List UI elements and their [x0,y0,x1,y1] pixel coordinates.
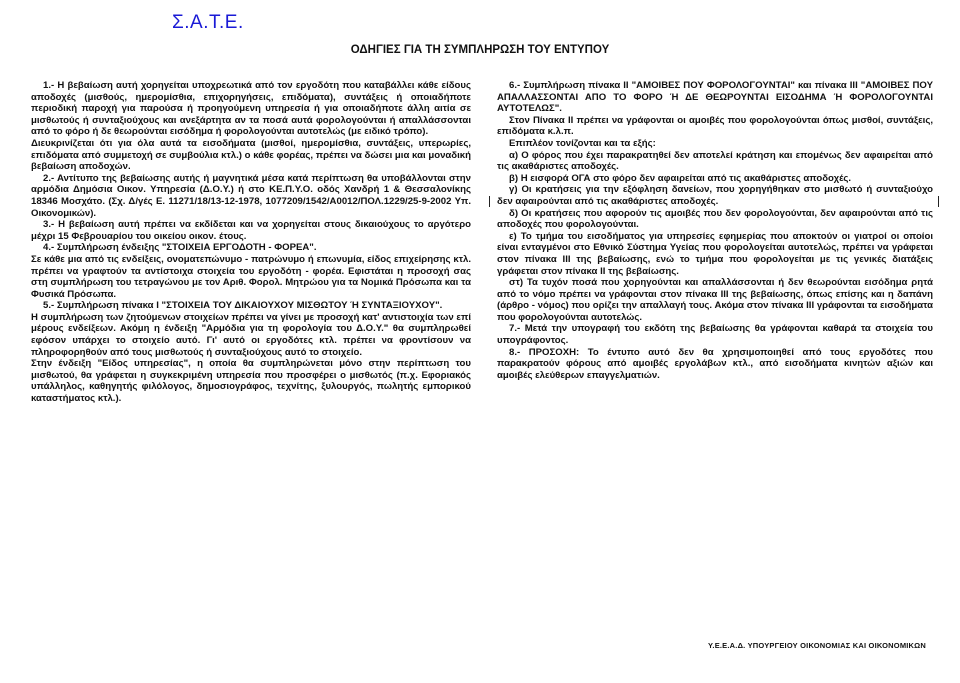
instruction-4-heading: 4.- Συμπλήρωση ένδειξης "ΣΤΟΙΧΕΙΑ ΕΡΓΟΔΟΤΗ - ΦΟΡΕΑ". [43,242,317,254]
instruction-6-note-c: γ) Οι κρατήσεις για την εξόφληση δανείων, που χορηγήθηκαν στο μισθωτό ή συνταξιούχο δεν αφαιρούνται από τις ακαθάριστες αποδοχές. [497,184,933,207]
instruction-6-note-b: β) Η εισφορά ΟΓΑ στο φόρο δεν αφαιρείται από τις ακαθάριστες αποδοχές. [509,172,852,184]
margin-mark [489,196,490,207]
instruction-5-heading: 5.- Συμπλήρωση πίνακα Ι "ΣΤΟΙΧΕΙΑ ΤΟΥ ΔΙΚΑΙΟΥΧΟΥ ΜΙΣΘΩΤΟΥ Ή ΣΥΝΤΑΞΙΟΥΧΟΥ". [43,300,443,312]
ministry-footer: Υ.Ε.Ε.Α.Δ. ΥΠΟΥΡΓΕΙΟΥ ΟΙΚΟΝΟΜΙΑΣ ΚΑΙ ΟΙΚΟΝΟΜΙΚΩΝ [708,641,926,650]
organization-title: Σ.Α.Τ.Ε. [172,12,244,33]
instruction-5-body: Η συμπλήρωση των ζητούμενων στοιχείων πρέπει να γίνει με προσοχή κατ' αντιστοιχία των επί μέρους ενδείξεων. Ακόμη η ένδειξη "Αρμόδια για τη φορολογία του Δ.Ο.Υ." θα συμπληρωθεί εφόσον υπάρχει το στοιχείο αυτό. Γι' αυτό οι εργοδότες κτλ. πρέπει να φροντίσουν να πληροφορηθούν από τους μισθωτούς ή συνταξιούχους αυτό το στοιχείο. [31,311,471,358]
left-instructions-column [31,80,471,405]
right-instructions-column [497,80,933,381]
instruction-4-body: Σε κάθε μια από τις ενδείξεις, ονοματεπώνυμο - πατρώνυμο ή επωνυμία, είδος επιχείρησης κτλ. πρέπει να γραφτούν τα αντίστοιχα στοιχεία του εργοδότη - φορέα. Εφιστάται η προσοχή σας στη συμπλήρωση του τετραγώνου με τον Αριθ. Φορολ. Μητρώου για τα Νομικά Πρόσωπα και τα Φυσικά Πρόσωπα. [31,253,471,300]
document-heading: ΟΔΗΓΙΕΣ ΓΙΑ ΤΗ ΣΥΜΠΛΗΡΩΣΗ ΤΟΥ ΕΝΤΥΠΟΥ [350,44,610,56]
margin-mark [938,196,939,207]
instruction-6-note-d: δ) Οι κρατήσεις που αφορούν τις αμοιβές που δεν φορολογούνται, δεν αφαιρούνται από τις αποδοχές που φορολογούνται. [497,207,933,231]
instruction-6-note-f: στ) Τα τυχόν ποσά που χορηγούνται και απαλλάσσονται ή δεν θεωρούνται εισόδημα ρητά από το νόμο πρέπει να γράφονται στον πίνακα ΙΙΙ της βεβαίωσης, όπως επίσης και η δαπάνη (άρθρο - νόμος) που ορίζει την απαλλαγή τους. Ακόμα στον πίνακα ΙΙΙ γράφονται τα εισοδήματα που φορολογούνται αυτοτελώς. [497,277,933,323]
instruction-3: 3.- Η βεβαίωση αυτή πρέπει να εκδίδεται και να χορηγείται στους δικαιούχους το αργότερο μέχρι 15 Φεβρουαρίου του οικείου οικον. έτους. [31,219,471,242]
instruction-5-service-type: Στην ένδειξη "Είδος υπηρεσίας", η οποία θα συμπληρώνεται μόνο στην περίπτωση του μισθωτού, θα γράφεται η συγκεκριμένη υπηρεσία που προσφέρει ο μισθωτός (π.χ. Εφοριακός υπάλληλος, καθηγητής φιλόλογος, δημοσιογράφος, τεχνίτης, ξυλουργός, πωλητής εμπορικού καταστήματος κτλ.). [31,358,471,405]
instruction-7: 7.- Μετά την υπογραφή του εκδότη της βεβαίωσης θα γράφονται καθαρά τα στοιχεία του υπογράφοντος. [497,323,933,347]
instruction-6-notes-intro: Επιπλέον τονίζονται και τα εξής: [509,137,656,149]
instruction-6-heading: 6.- Συμπλήρωση πίνακα ΙΙ "ΑΜΟΙΒΕΣ ΠΟΥ ΦΟΡΟΛΟΓΟΥΝΤΑΙ" και πίνακα ΙΙΙ "ΑΜΟΙΒΕΣ ΠΟΥ ΑΠΑΛΛΑΣΣΟΝΤΑΙ ΑΠΟ ΤΟ ΦΟΡΟ Ή ΔΕ ΘΕΩΡΟΥΝΤΑΙ ΕΙΣΟΔΗΜΑ Ή ΦΟΡΟΛΟΓΟΥΝΤΑΙ ΑΥΤΟΤΕΛΩΣ". [497,80,933,115]
instruction-8-warning: 8.- ΠΡΟΣΟΧΗ: Το έντυπο αυτό δεν θα χρησιμοποιηθεί από τους εργοδότες που παρακρατούν φόρους από αμοιβές εργολάβων κτλ., από εισοδήματα κινητών αξιών και αμοιβές ελεύθερων επαγγελματιών. [497,346,933,381]
instruction-6-note-a: α) Ο φόρος που έχει παρακρατηθεί δεν αποτελεί κράτηση και επομένως δεν αφαιρείται από τις ακαθάριστες αποδοχές. [497,149,933,173]
instruction-1: 1.- Η βεβαίωση αυτή χορηγείται υποχρεωτικά από τον εργοδότη που καταβάλλει κάθε είδους αποδοχές (μισθούς, ημερομίσθια, επιχορηγήσεις, επιδόματα), συντάξεις ή οποιαδήποτε περιοδική παροχή για παρούσα ή προηγούμενη υπηρεσία ή για οποιαδήποτε άλλη αιτία σε μισθωτούς ή συνταξιούχους και ανεξάρτητα αν τα ποσά αυτά φορολογούνται ή απαλλάσσονται από το φόρο ή δε θεωρούνται εισόδημα ή φορολογούνται αυτοτελώς (με ειδικό τρόπο). [31,80,471,138]
instruction-2: 2.- Αντίτυπο της βεβαίωσης αυτής ή μαγνητικά μέσα κατά περίπτωση θα υποβάλλονται στην αρμόδια Δημόσια Οικον. Υπηρεσία (Δ.Ο.Υ.) ή στο ΚΕ.Π.Υ.Ο. οδός Χανδρή 1 & Θεσσαλονίκης 18346 Μοσχάτο. (Σχ. Δ/γές Ε. 11271/18/13-12-1978, 1077209/1542/Α0012/ΠΟΛ.1229/25-9-2002 Υπ. Οικονομικών). [31,172,471,219]
instruction-6-note-e: ε) Το τμήμα του εισοδήματος για υπηρεσίες εφημερίας που αποκτούν οι γιατροί οι οποίοι είναι ενταγμένοι στο Εθνικό Σύστημα Υγείας που φορολογείται αυτοτελώς, πρέπει να γράφεται στον πίνακα ΙΙΙ της βεβαίωσης, ενώ το τμήμα που φορολογείται με τις γενικές διατάξεις γράφεται στον πίνακα ΙΙ της βεβαίωσης. [497,230,933,277]
instruction-6-table-2: Στον Πίνακα ΙΙ πρέπει να γράφονται οι αμοιβές που φορολογούνται όπως μισθοί, συντάξεις, επιδόματα κ.λ.π. [497,114,933,138]
instruction-1-clarification: Διευκρινίζεται ότι για όλα αυτά τα εισοδήματα (μισθοί, ημερομίσθια, συντάξεις, υπερωρίες, επιδόματα από συμμετοχή σε συμβούλια κτλ.) ο κάθε φορέας, πρέπει να δώσει μια και μοναδική βεβαίωση αποδοχών. [31,137,471,173]
